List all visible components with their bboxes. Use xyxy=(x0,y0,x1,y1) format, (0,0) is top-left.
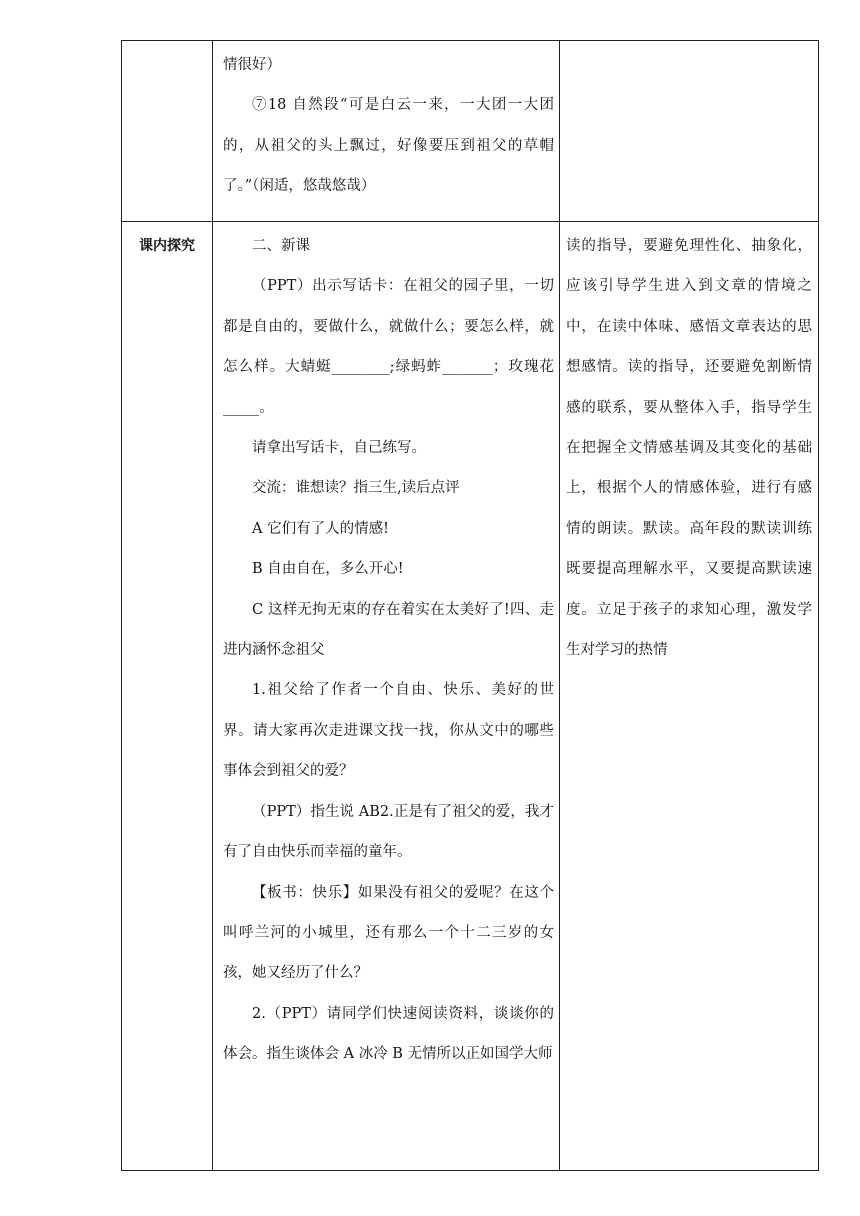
paragraph: 情很好） xyxy=(223,57,281,73)
table-row xyxy=(122,41,819,222)
paragraph: （PPT）出示写话卡：在祖父的园子里，一切都是自由的，要做什么，就做什么；要怎么样，就怎么样。大蜻蜓________;绿蚂蚱_______；玫瑰花_____。 xyxy=(223,278,554,416)
paragraph: 1.祖父给了作者一个自由、快乐、美好的世界。请大家再次走进课文找一找，你从文中的哪些事体会到祖父的爱？ xyxy=(223,682,554,780)
lesson-plan-table xyxy=(121,40,819,1171)
paragraph: 【板书：快乐】如果没有祖父的爱呢？在这个叫呼兰河的小城里，还有那么一个十二三岁的女孩，她又经历了什么？ xyxy=(223,884,554,982)
paragraph: 请拿出写话卡，自己练写。 xyxy=(252,440,426,457)
paragraph: ⑦18 自然段“可是白云一来，一大团一大团的，从祖父的头上飘过，好像要压到祖父的草帽了。”（闲适，悠哉悠哉） xyxy=(223,97,554,195)
paragraph: A 它们有了人的情感! xyxy=(252,520,389,537)
notes-cell xyxy=(560,222,819,1171)
notes-text: 读的指导，要避免理性化、抽象化，应该引导学生进入到文章的情境之中，在读中体味、感悟文章表达的思想感情。读的指导，还要避免割断情感的联系，要从整体入手，指导学生在把握全文情感基调及其变化的基础上，根据个人的情感体验，进行有感情的朗读。默读。高年段的默读训练既要提高理解水平，又要提高默读速度。立足于孩子的求知心理，激发学生对学习的热情 xyxy=(566,238,812,659)
paragraph: 2.（PPT）请同学们快速阅读资料，谈谈你的体会。指生谈体会 A 冰冷 B 无情所以正如国学大师 xyxy=(223,1005,554,1063)
row-label-cell xyxy=(122,41,213,222)
paragraph: C 这样无拘无束的存在着实在太美好了!四、走进内涵怀念祖父 xyxy=(223,601,554,659)
paragraph: B 自由自在，多么开心! xyxy=(252,561,404,578)
paragraph: 二、新课 xyxy=(252,238,310,254)
table-row xyxy=(122,222,819,1171)
row-label-cell xyxy=(122,222,213,1171)
paragraph: （PPT）指生说 AB2.正是有了祖父的爱，我才有了自由快乐而幸福的童年。 xyxy=(223,803,554,861)
content-cell xyxy=(213,222,560,1171)
notes-cell xyxy=(560,41,819,222)
row-label: 课内探究 xyxy=(139,238,195,254)
content-cell xyxy=(213,41,560,222)
paragraph: 交流：谁想读？指三生,读后点评 xyxy=(252,480,460,497)
